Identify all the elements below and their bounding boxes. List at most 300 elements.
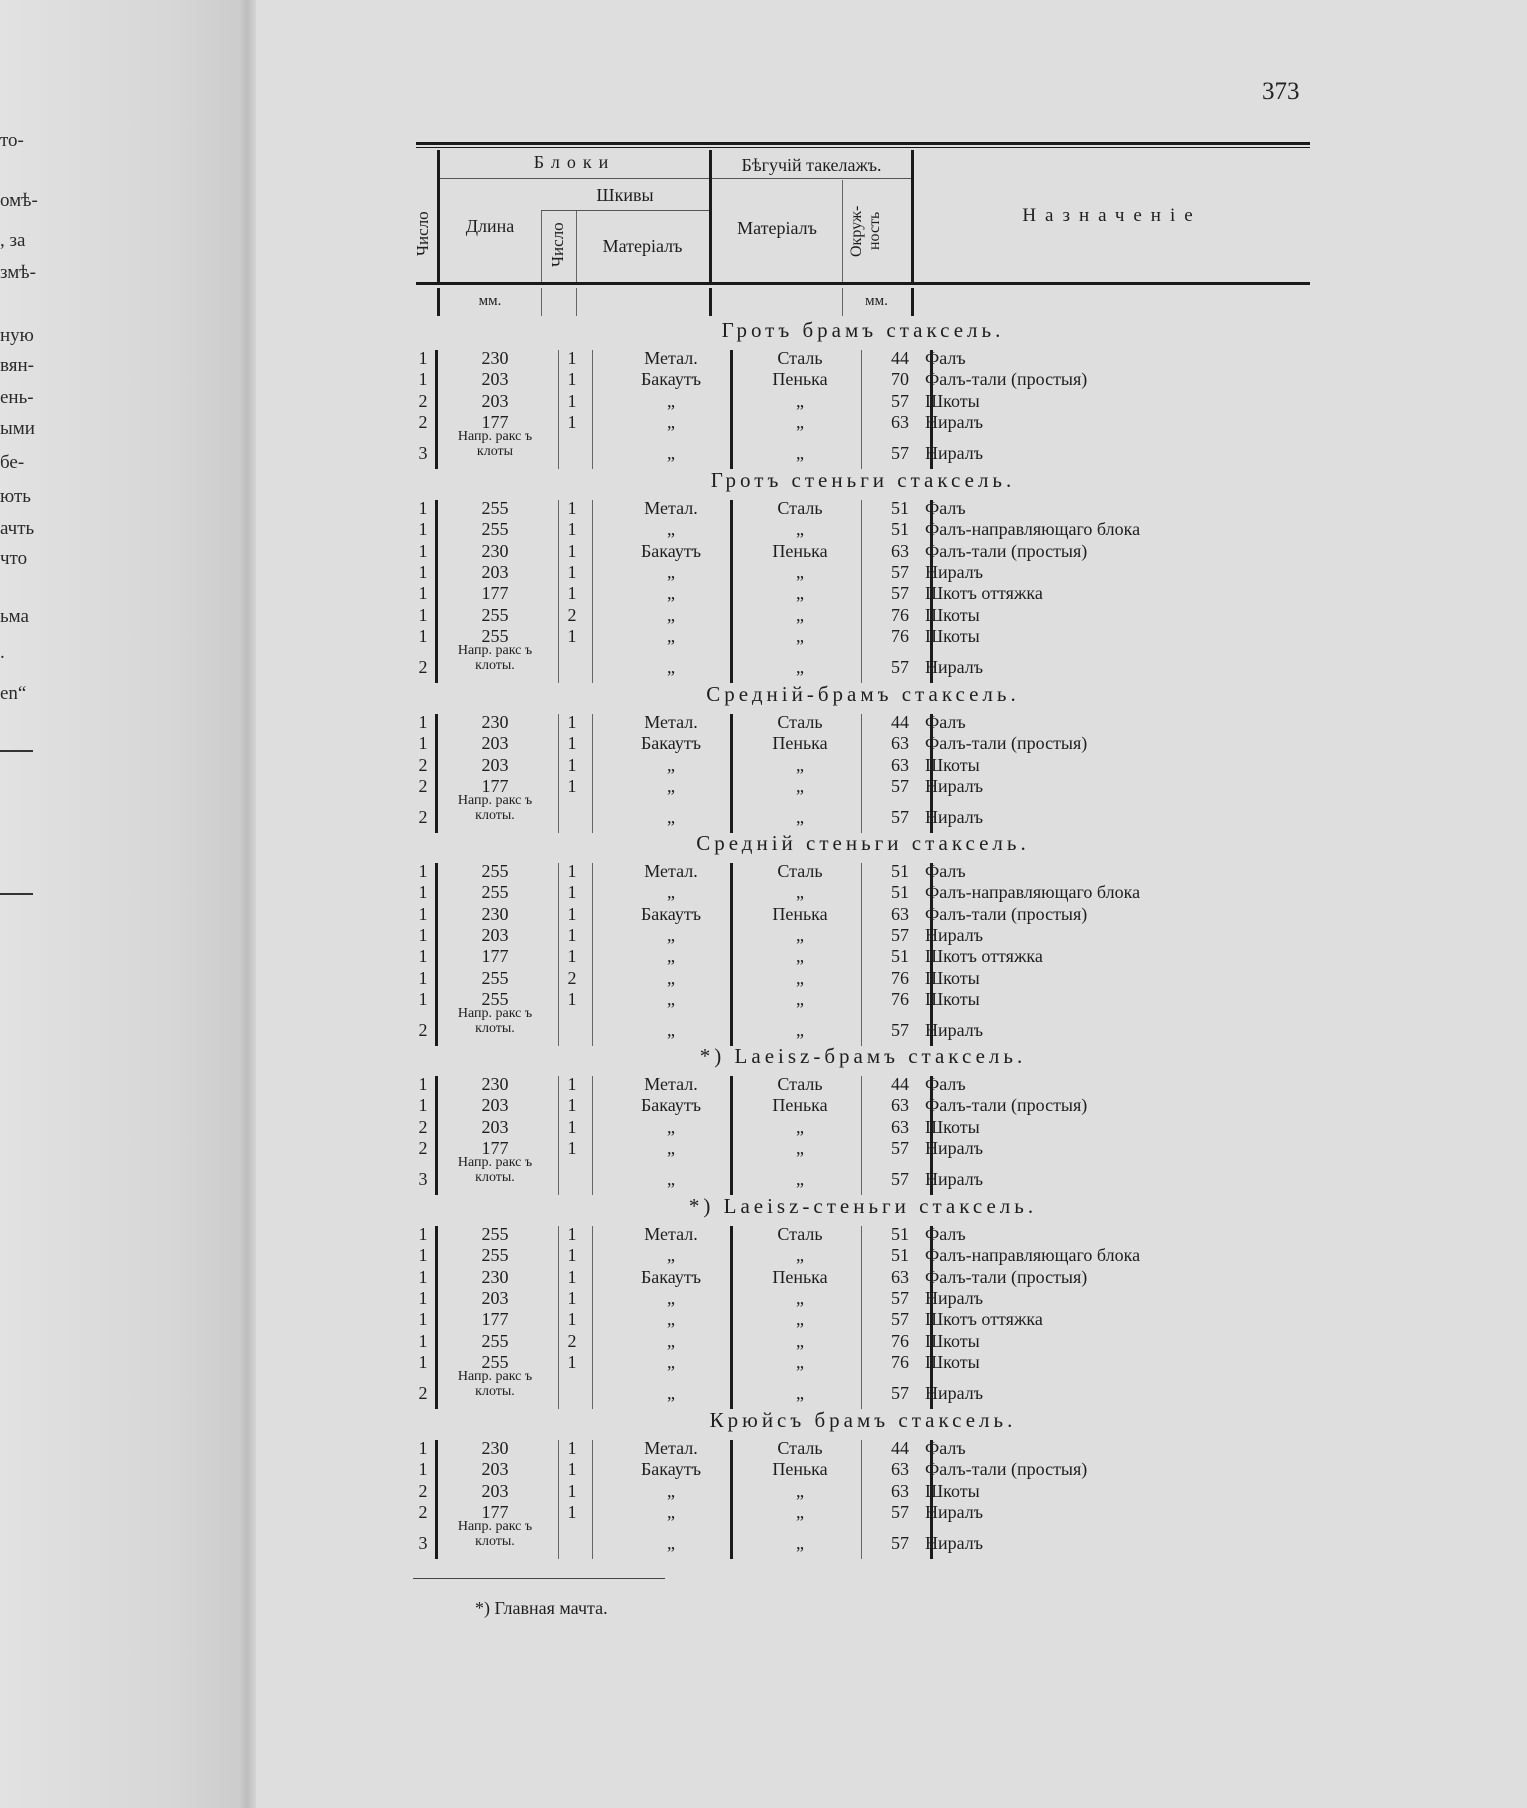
block-length: 255 xyxy=(481,1245,509,1266)
rope-material: „ xyxy=(796,625,804,646)
block-length: 255 xyxy=(481,967,509,988)
table-row xyxy=(416,1155,1310,1190)
rope-circumference: 57 xyxy=(891,775,909,796)
sheave-material: „ xyxy=(667,657,675,678)
sheave-material: „ xyxy=(667,807,675,828)
sheave-material: „ xyxy=(667,1137,675,1158)
header-subrule xyxy=(541,210,709,211)
rope-circumference: 57 xyxy=(891,1287,909,1308)
purpose: Фалъ xyxy=(925,348,966,368)
purpose: Ниралъ xyxy=(925,1020,984,1041)
row-count: 1 xyxy=(418,946,428,967)
table-row xyxy=(416,429,1310,464)
block-length: 203 xyxy=(481,1480,509,1501)
purpose: Ниралъ xyxy=(925,1501,984,1522)
sheave-material: „ xyxy=(667,411,675,432)
header-top-rule xyxy=(416,142,1310,145)
sheave-count: 1 xyxy=(567,946,577,967)
row-count: 1 xyxy=(418,1309,428,1330)
block-length: 203 xyxy=(481,924,509,945)
sheave-material: Метал. xyxy=(644,498,698,518)
rope-material: „ xyxy=(796,390,804,411)
rope-circumference: 57 xyxy=(891,657,909,678)
purpose: Фалъ-тали (простыя) xyxy=(925,1095,1088,1116)
purpose: Фалъ xyxy=(925,861,966,881)
block-length: Напр. ракс ъ клоты. xyxy=(457,1369,533,1400)
block-length: 230 xyxy=(481,1074,509,1094)
table-row xyxy=(416,776,1310,797)
row-count: 2 xyxy=(418,1116,428,1137)
header-divider xyxy=(541,210,542,282)
rope-circumference: 63 xyxy=(891,754,909,775)
rope-circumference: 57 xyxy=(891,561,909,582)
sheave-material: „ xyxy=(667,946,675,967)
row-count: 1 xyxy=(418,1224,428,1244)
sheave-material: „ xyxy=(667,561,675,582)
previous-page-text-fragment: ьма xyxy=(0,606,29,627)
block-length: 203 xyxy=(481,1287,509,1308)
purpose: Шкоты xyxy=(925,604,980,625)
previous-page-text-fragment: ачть xyxy=(0,518,35,539)
sheave-material: Бакаутъ xyxy=(640,903,702,924)
units-divider xyxy=(911,288,914,316)
rope-material: Сталь xyxy=(777,1074,823,1094)
row-count: 1 xyxy=(418,988,428,1009)
header-subrule xyxy=(440,178,709,179)
sheave-count: 1 xyxy=(567,1351,577,1372)
rope-circumference: 57 xyxy=(891,1533,909,1554)
section-title: Гротъ брамъ стаксель. xyxy=(721,318,1005,342)
sheave-count: 1 xyxy=(567,1287,577,1308)
sheave-count: 1 xyxy=(567,1245,577,1266)
rope-material: „ xyxy=(796,754,804,775)
rope-circumference: 63 xyxy=(891,733,909,754)
block-length: 177 xyxy=(481,411,509,432)
purpose: Шкотъ оттяжка xyxy=(925,946,1043,967)
row-count: 1 xyxy=(418,1266,428,1287)
row-count: 1 xyxy=(418,924,428,945)
block-length: 203 xyxy=(481,390,509,411)
rope-material: „ xyxy=(796,946,804,967)
footnote: *) Главная мачта. xyxy=(475,1598,608,1618)
rope-material: Сталь xyxy=(777,861,823,881)
previous-page-text-fragment: бе- xyxy=(0,452,25,473)
sheave-material: „ xyxy=(667,443,675,464)
purpose: Фалъ xyxy=(925,1224,966,1244)
previous-page-rule xyxy=(0,750,33,752)
rope-circumference: 57 xyxy=(891,583,909,604)
rope-circumference: 57 xyxy=(891,390,909,411)
rope-material: „ xyxy=(796,1533,804,1554)
rope-material: Сталь xyxy=(777,712,823,732)
table-row xyxy=(416,793,1310,828)
rope-material: Пенька xyxy=(772,1095,828,1116)
row-count: 1 xyxy=(418,1287,428,1308)
table-row xyxy=(416,733,1310,754)
units-divider xyxy=(709,288,712,316)
sheave-material: Метал. xyxy=(644,861,698,881)
table-row xyxy=(416,755,1310,776)
row-count: 2 xyxy=(418,1137,428,1158)
rope-material: „ xyxy=(796,1245,804,1266)
sheave-material: Бакаутъ xyxy=(640,540,702,561)
header-divider xyxy=(842,180,843,282)
rope-material: Пенька xyxy=(772,1266,828,1287)
table-row xyxy=(416,643,1310,678)
sheave-count: 1 xyxy=(567,519,577,540)
row-count: 1 xyxy=(418,1095,428,1116)
rope-material: „ xyxy=(796,1501,804,1522)
sheave-count: 1 xyxy=(567,733,577,754)
rope-circumference: 51 xyxy=(891,946,909,967)
rope-circumference: 51 xyxy=(891,1224,909,1244)
purpose: Ниралъ xyxy=(925,807,984,828)
sheave-material: „ xyxy=(667,1020,675,1041)
rope-circumference: 70 xyxy=(891,369,909,390)
rope-material: „ xyxy=(796,561,804,582)
table-row xyxy=(416,498,1310,519)
block-length: 255 xyxy=(481,882,509,903)
sheave-count: 1 xyxy=(567,712,577,732)
rope-circumference: 63 xyxy=(891,540,909,561)
header-top-rule-thin xyxy=(416,147,1310,148)
row-count: 2 xyxy=(418,1383,428,1404)
row-count: 3 xyxy=(418,1533,428,1554)
sheave-count: 1 xyxy=(567,411,577,432)
table-row xyxy=(416,391,1310,412)
sheave-material: „ xyxy=(667,1383,675,1404)
rope-material: „ xyxy=(796,807,804,828)
rope-material: „ xyxy=(796,1020,804,1041)
purpose: Фалъ xyxy=(925,498,966,518)
block-length: 255 xyxy=(481,1224,509,1244)
sheave-count: 2 xyxy=(567,967,577,988)
rope-material: Сталь xyxy=(777,1224,823,1244)
row-count: 1 xyxy=(418,903,428,924)
table-row xyxy=(416,1288,1310,1309)
row-count: 1 xyxy=(418,1074,428,1094)
rope-material: „ xyxy=(796,1351,804,1372)
rope-material: „ xyxy=(796,1287,804,1308)
footnote-rule xyxy=(413,1578,665,1579)
rope-circumference: 57 xyxy=(891,1501,909,1522)
header-okruzhnost: Окруж-ность xyxy=(848,205,883,257)
previous-page-rule xyxy=(0,893,33,895)
header-shkivy-chislo: Число xyxy=(548,222,567,268)
purpose: Фалъ xyxy=(925,1438,966,1458)
rope-circumference: 76 xyxy=(891,988,909,1009)
table-row xyxy=(416,882,1310,903)
table-row xyxy=(416,1074,1310,1095)
rope-material: Пенька xyxy=(772,733,828,754)
purpose: Шкоты xyxy=(925,967,980,988)
sheave-material: „ xyxy=(667,775,675,796)
purpose: Шкоты xyxy=(925,988,980,1009)
units-divider xyxy=(576,288,577,316)
purpose: Ниралъ xyxy=(925,411,984,432)
sheave-count: 1 xyxy=(567,625,577,646)
sheave-count: 1 xyxy=(567,498,577,518)
sheave-material: „ xyxy=(667,1245,675,1266)
block-length: 255 xyxy=(481,498,509,518)
rope-material: „ xyxy=(796,1330,804,1351)
rope-material: „ xyxy=(796,967,804,988)
sheave-material: „ xyxy=(667,390,675,411)
block-length: 255 xyxy=(481,861,509,881)
rope-circumference: 76 xyxy=(891,1330,909,1351)
block-length: 203 xyxy=(481,1459,509,1480)
rope-circumference: 57 xyxy=(891,1137,909,1158)
header-shkivy: Шкивы xyxy=(596,185,654,205)
sheave-material: „ xyxy=(667,988,675,1009)
header-begushchiy: Бѣгучій такелажъ. xyxy=(741,155,882,175)
header-dlina: Длина xyxy=(465,216,515,236)
sheave-material: „ xyxy=(667,1351,675,1372)
row-count: 1 xyxy=(418,519,428,540)
block-length: 177 xyxy=(481,1501,509,1522)
table-row xyxy=(416,541,1310,562)
table-row xyxy=(416,1438,1310,1459)
purpose: Фалъ-тали (простыя) xyxy=(925,369,1088,390)
sheave-material: Метал. xyxy=(644,1224,698,1244)
table-row xyxy=(416,626,1310,647)
sheave-material: „ xyxy=(667,1116,675,1137)
sheave-material: Бакаутъ xyxy=(640,1095,702,1116)
unit-okruzhnost: мм. xyxy=(865,293,888,309)
purpose: Шкотъ оттяжка xyxy=(925,583,1043,604)
rope-material: „ xyxy=(796,988,804,1009)
section-title: *) Laeisz-стеньги стаксель. xyxy=(688,1194,1038,1218)
previous-page-text-fragment: en“ xyxy=(0,683,27,704)
purpose: Ниралъ xyxy=(925,1383,984,1404)
row-count: 2 xyxy=(418,807,428,828)
row-count: 2 xyxy=(418,775,428,796)
block-length: 203 xyxy=(481,1095,509,1116)
section-title: Средній-брамъ стаксель. xyxy=(706,682,1020,706)
purpose: Шкоты xyxy=(925,1351,980,1372)
unit-dlina: мм. xyxy=(478,293,502,309)
block-length: 203 xyxy=(481,754,509,775)
row-count: 2 xyxy=(418,1501,428,1522)
rope-circumference: 51 xyxy=(891,519,909,540)
rope-circumference: 63 xyxy=(891,1095,909,1116)
sheave-material: Метал. xyxy=(644,1074,698,1094)
block-length: 230 xyxy=(481,1438,509,1458)
previous-page-text-fragment: змѣ- xyxy=(0,262,36,283)
rope-material: Пенька xyxy=(772,1459,828,1480)
purpose: Ниралъ xyxy=(925,657,984,678)
purpose: Шкоты xyxy=(925,390,980,411)
table-row xyxy=(416,1481,1310,1502)
previous-page-text-fragment: ыми xyxy=(0,418,35,439)
rope-circumference: 51 xyxy=(891,861,909,881)
page-number: 373 xyxy=(1262,78,1300,105)
previous-page-text-fragment: вян- xyxy=(0,355,34,376)
rope-material: „ xyxy=(796,411,804,432)
header-naznachenie: Назначеніе xyxy=(1022,205,1202,226)
row-count: 1 xyxy=(418,348,428,368)
purpose: Фалъ-тали (простыя) xyxy=(925,733,1088,754)
purpose: Фалъ xyxy=(925,1074,966,1094)
block-length: 255 xyxy=(481,988,509,1009)
row-count: 1 xyxy=(418,1459,428,1480)
purpose: Ниралъ xyxy=(925,443,984,464)
sheave-count: 1 xyxy=(567,775,577,796)
row-count: 1 xyxy=(418,498,428,518)
block-length: 203 xyxy=(481,369,509,390)
rope-material: „ xyxy=(796,1480,804,1501)
purpose: Шкоты xyxy=(925,754,980,775)
table-row xyxy=(416,946,1310,967)
block-length: 230 xyxy=(481,348,509,368)
table-row xyxy=(416,1245,1310,1266)
row-count: 1 xyxy=(418,967,428,988)
table-row xyxy=(416,968,1310,989)
row-count: 1 xyxy=(418,861,428,881)
table-row xyxy=(416,1369,1310,1404)
table-row xyxy=(416,1459,1310,1480)
sheave-count: 2 xyxy=(567,604,577,625)
previous-page-text-fragment: то- xyxy=(0,130,24,151)
row-count: 1 xyxy=(418,540,428,561)
sheave-material: „ xyxy=(667,604,675,625)
block-length: 177 xyxy=(481,1309,509,1330)
block-length: 203 xyxy=(481,733,509,754)
sheave-material: „ xyxy=(667,1309,675,1330)
sheave-count: 1 xyxy=(567,754,577,775)
sheave-material: Метал. xyxy=(644,712,698,732)
sheave-material: Метал. xyxy=(644,348,698,368)
row-count: 3 xyxy=(418,1169,428,1190)
block-length: 177 xyxy=(481,775,509,796)
sheave-count: 1 xyxy=(567,1309,577,1330)
rope-circumference: 44 xyxy=(891,712,909,732)
table-row xyxy=(416,1267,1310,1288)
sheave-count: 1 xyxy=(567,348,577,368)
purpose: Ниралъ xyxy=(925,1287,984,1308)
block-length: 177 xyxy=(481,946,509,967)
rope-circumference: 76 xyxy=(891,1351,909,1372)
sheave-material: „ xyxy=(667,882,675,903)
row-count: 1 xyxy=(418,882,428,903)
purpose: Ниралъ xyxy=(925,561,984,582)
sheave-material: „ xyxy=(667,1501,675,1522)
table-row xyxy=(416,348,1310,369)
rope-material: „ xyxy=(796,657,804,678)
sheave-count: 1 xyxy=(567,1266,577,1287)
table-row xyxy=(416,1095,1310,1116)
previous-page-text-fragment: что xyxy=(0,548,28,569)
rope-material: Пенька xyxy=(772,540,828,561)
table-row xyxy=(416,1331,1310,1352)
row-count: 2 xyxy=(418,657,428,678)
row-count: 2 xyxy=(418,1480,428,1501)
rope-circumference: 57 xyxy=(891,1309,909,1330)
purpose: Ниралъ xyxy=(925,775,984,796)
rope-circumference: 76 xyxy=(891,967,909,988)
section-title: Средній стеньги стаксель. xyxy=(696,831,1030,855)
table-row xyxy=(416,1138,1310,1159)
table-row xyxy=(416,1006,1310,1041)
book-gutter xyxy=(238,0,256,1808)
header-shkivy-material: Матеріалъ xyxy=(602,236,683,256)
previous-page-text-fragment: , за xyxy=(0,230,26,251)
row-count: 3 xyxy=(418,443,428,464)
rope-material: „ xyxy=(796,882,804,903)
block-length: Напр. ракс ъ клоты. xyxy=(457,1006,533,1037)
purpose: Шкоты xyxy=(925,625,980,646)
row-count: 1 xyxy=(418,625,428,646)
rope-material: „ xyxy=(796,775,804,796)
sheave-count: 1 xyxy=(567,861,577,881)
table-row xyxy=(416,605,1310,626)
table-row xyxy=(416,562,1310,583)
rope-material: „ xyxy=(796,583,804,604)
rope-circumference: 63 xyxy=(891,1116,909,1137)
purpose: Фалъ-тали (простыя) xyxy=(925,1266,1088,1287)
purpose: Фалъ-тали (простыя) xyxy=(925,903,1088,924)
section-title: Гротъ стеньги стаксель. xyxy=(710,468,1016,492)
purpose: Фалъ-тали (простыя) xyxy=(925,540,1088,561)
rope-circumference: 76 xyxy=(891,604,909,625)
table-row xyxy=(416,1502,1310,1523)
table-row xyxy=(416,861,1310,882)
sheave-material: „ xyxy=(667,924,675,945)
sheave-count: 1 xyxy=(567,583,577,604)
sheave-material: „ xyxy=(667,583,675,604)
rope-material: „ xyxy=(796,604,804,625)
rope-circumference: 63 xyxy=(891,411,909,432)
table-row xyxy=(416,583,1310,604)
sheave-count: 1 xyxy=(567,540,577,561)
block-length: 230 xyxy=(481,540,509,561)
rope-material: Сталь xyxy=(777,1438,823,1458)
sheave-count: 1 xyxy=(567,1501,577,1522)
sheave-material: „ xyxy=(667,1169,675,1190)
block-length: 255 xyxy=(481,1351,509,1372)
purpose: Фалъ-направляющаго блока xyxy=(925,519,1141,540)
purpose: Фалъ-тали (простыя) xyxy=(925,1459,1088,1480)
sheave-material: „ xyxy=(667,625,675,646)
header-chislo: Число xyxy=(413,211,432,257)
purpose: Фалъ-направляющаго блока xyxy=(925,1245,1141,1266)
table-row xyxy=(416,1519,1310,1554)
sheave-count: 1 xyxy=(567,1116,577,1137)
block-length: Напр. ракс ъ клоты. xyxy=(457,643,533,674)
sheave-count: 1 xyxy=(567,561,577,582)
row-count: 2 xyxy=(418,754,428,775)
row-count: 1 xyxy=(418,733,428,754)
block-length: 230 xyxy=(481,1266,509,1287)
block-length: 203 xyxy=(481,1116,509,1137)
rope-circumference: 57 xyxy=(891,1383,909,1404)
header-subrule xyxy=(712,178,911,179)
rope-material: „ xyxy=(796,924,804,945)
purpose: Ниралъ xyxy=(925,924,984,945)
rope-material: „ xyxy=(796,1169,804,1190)
rope-circumference: 57 xyxy=(891,443,909,464)
table-row xyxy=(416,519,1310,540)
units-divider xyxy=(541,288,542,316)
rope-material: „ xyxy=(796,1309,804,1330)
purpose: Ниралъ xyxy=(925,1533,984,1554)
sheave-material: Бакаутъ xyxy=(640,733,702,754)
table-row xyxy=(416,369,1310,390)
rope-material: Пенька xyxy=(772,903,828,924)
row-count: 1 xyxy=(418,1330,428,1351)
purpose: Шкоты xyxy=(925,1330,980,1351)
table-row xyxy=(416,925,1310,946)
